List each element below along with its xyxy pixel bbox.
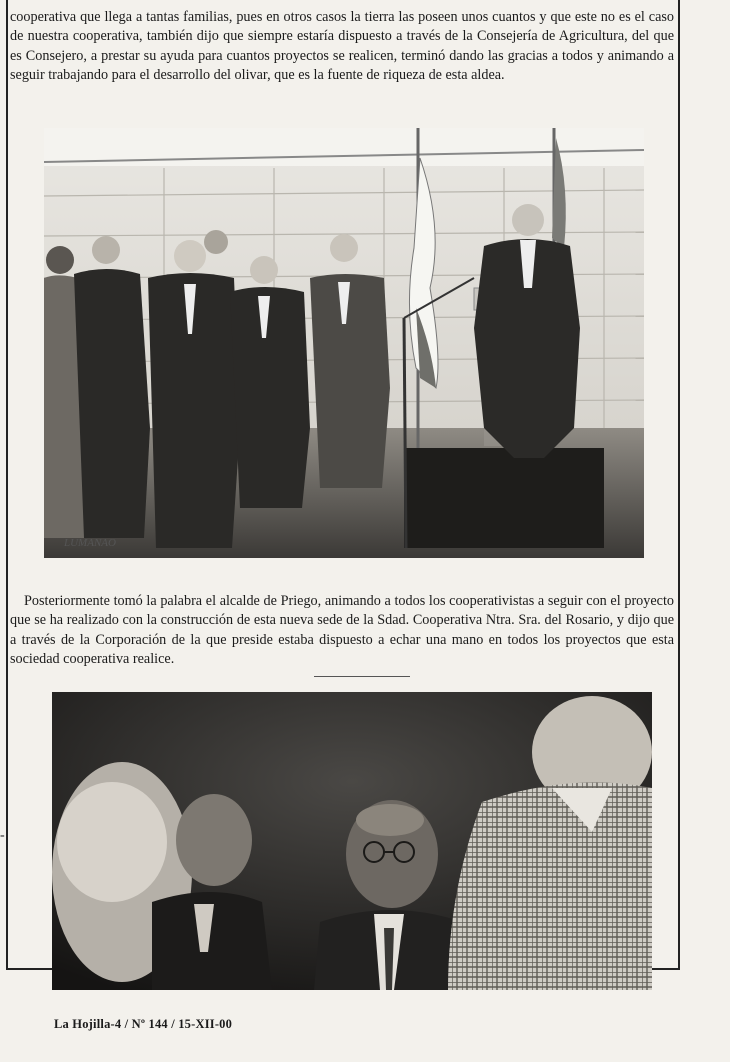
article-paragraph-2: Posteriormente tomó la palabra el alcalde de Priego, animando a todos los cooperativistas a seguir con el proyecto que se ha realizado con la construcción de esta nueva sede de la Sdad. Cooperativa Ntra. Sra. del Rosario, y dijo que a través de la Corporación de la que preside estaba dispuesto a echar una mano en todos los proyectos que esta sociedad cooperativa realice.	[10, 593, 674, 668]
photo-watermark: LUMANAO	[64, 537, 116, 549]
photo-attendees-closeup-drawing	[52, 692, 652, 990]
margin-mark: -	[0, 828, 5, 843]
section-divider	[314, 676, 410, 677]
article-paragraph-1: cooperativa que llega a tantas familias, pues en otros casos la tierra las poseen unos cuantos y que este no es el caso de nuestra cooperativa, también dijo que siempre estaría dispuesto a través de la Consejería de Agricultura, del que es Consejero, a prestar su ayuda para cuantos proyectos se realicen, terminó dando las gracias a todos y animando a seguir trabajando para el desarrollo del olivar, que es la fuente de riqueza de esta aldea.	[10, 9, 674, 84]
photo-attendees-closeup	[52, 692, 652, 990]
page-footer: La Hojilla-4 / Nº 144 / 15-XII-00	[54, 1017, 233, 1031]
photo-inauguration-speech	[44, 128, 644, 558]
photo-inauguration-speech-drawing	[44, 128, 644, 558]
